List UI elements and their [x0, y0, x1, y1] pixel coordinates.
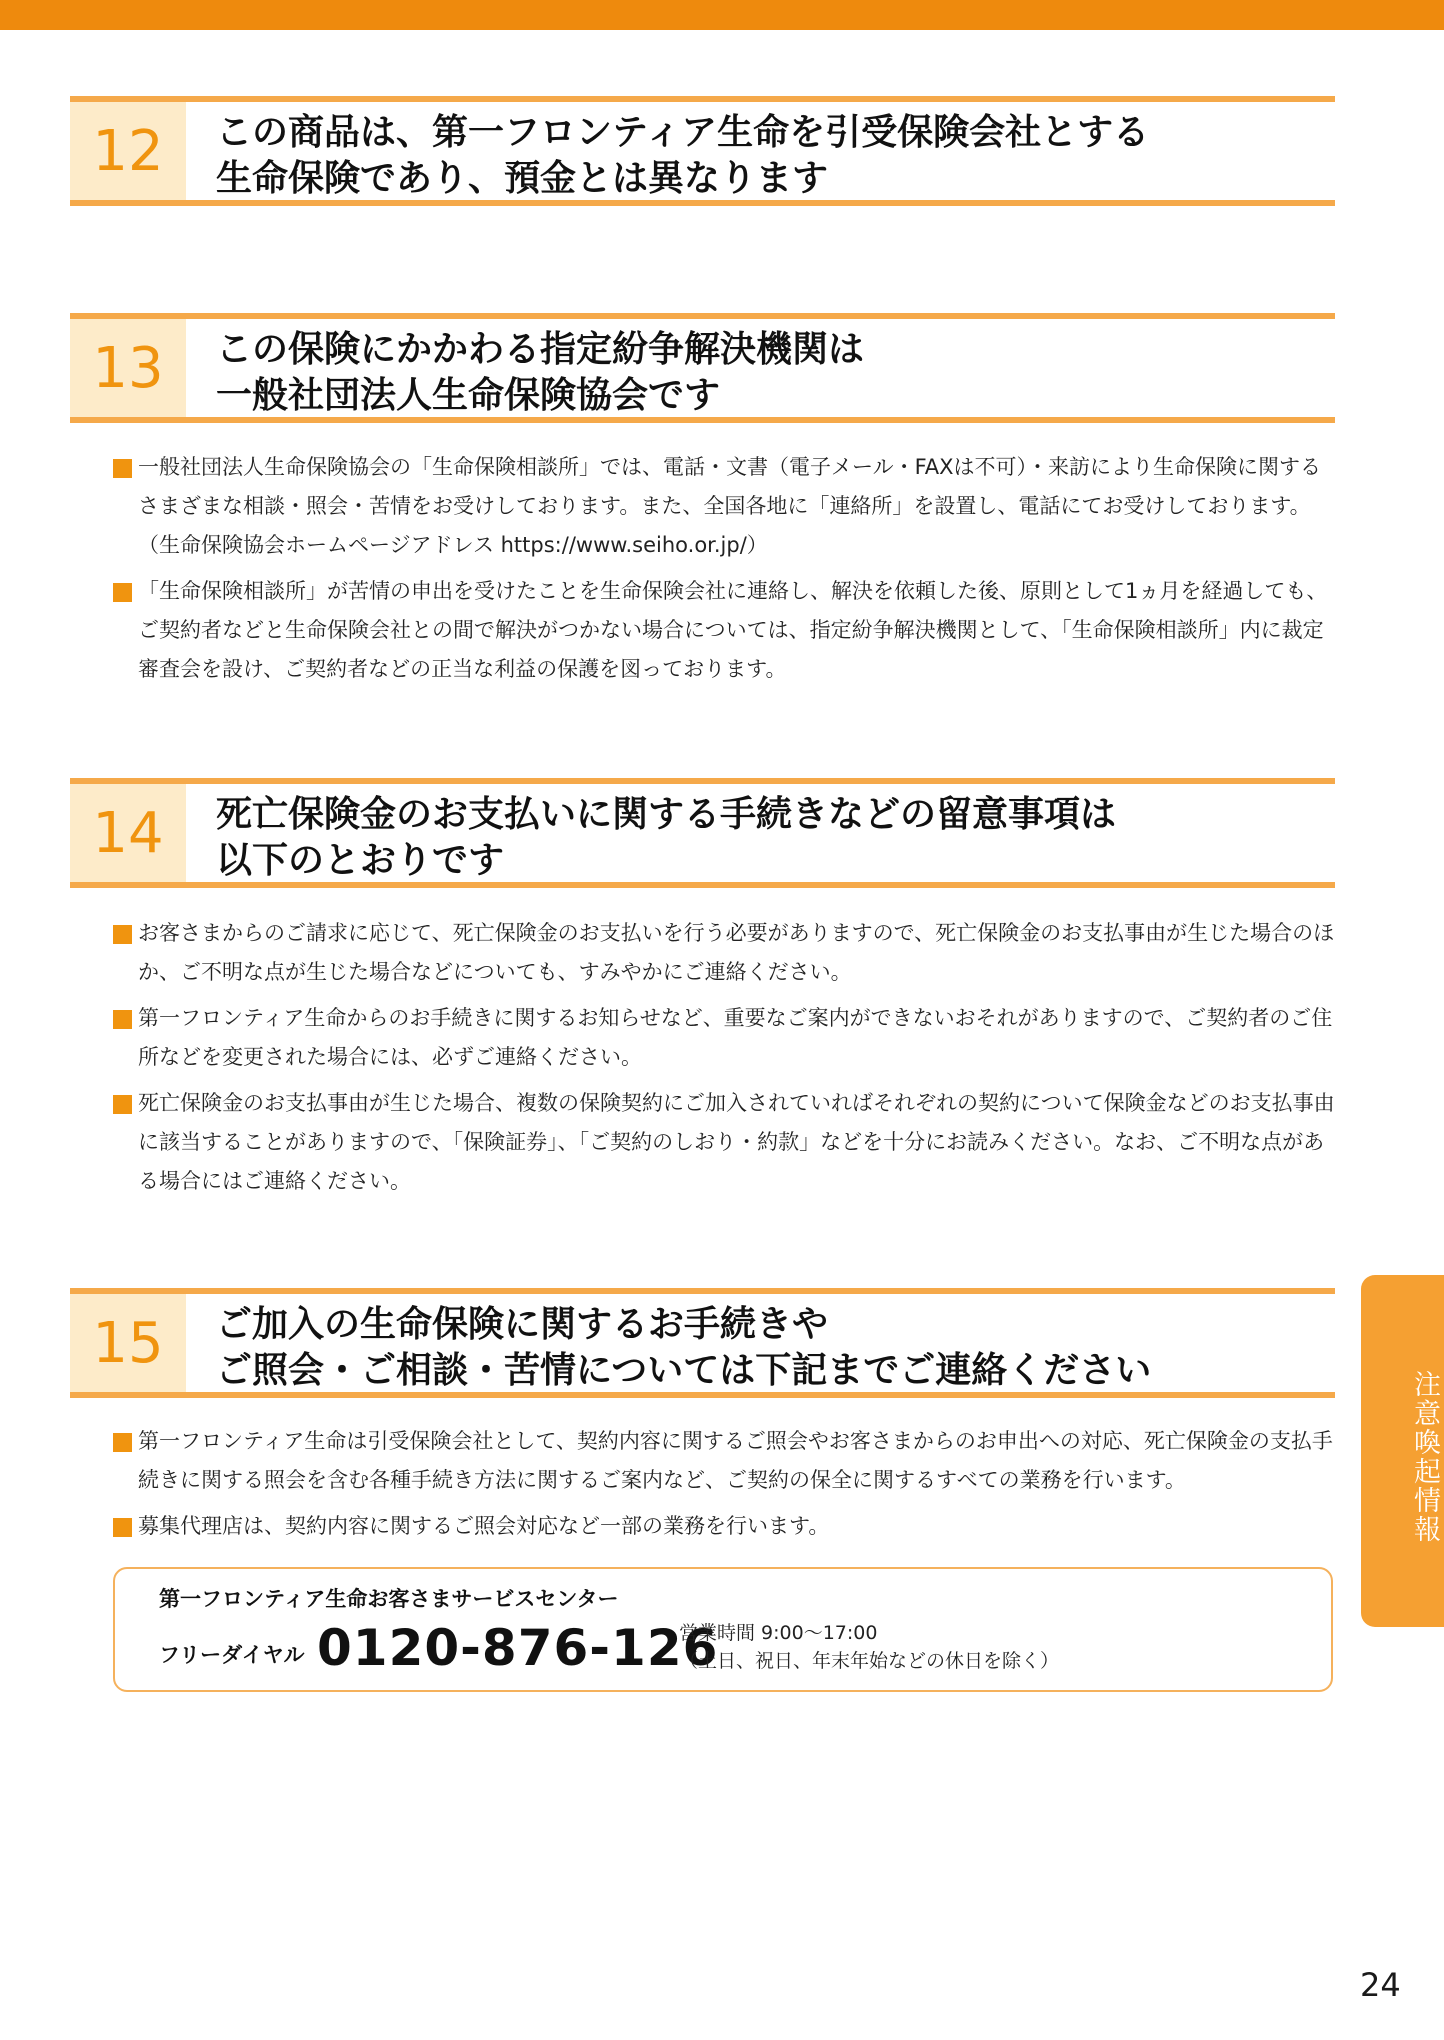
list-item: 第一フロンティア生命からのお手続きに関するお知らせなど、重要なご案内ができないおそれがありますので、ご契約者のご住所などを変更された場合には、必ずご連絡ください。 [113, 999, 1338, 1077]
section-heading: この商品は、第一フロンティア生命を引受保険会社とする 生命保険であり、預金とは異なります [216, 112, 1150, 199]
list-item: 「生命保険相談所」が苦情の申出を受けたことを生命保険会社に連絡し、解決を依頼した後、原則として1ヵ月を経過しても、ご契約者などと生命保険会社との間で解決がつかない場合については、指定紛争解決機関として、「生命保険相談所」内に裁定審査会を設け、ご契約者などの正当な利益の保護を図っております。 [113, 572, 1338, 689]
list-item: 募集代理店は、契約内容に関するご照会対応など一部の業務を行います。 [113, 1507, 1338, 1546]
side-tab-label: 注意喚起情報 [1409, 1370, 1440, 1544]
business-hours: 営業時間 9:00〜17:00 （土日、祝日、年末年始などの休日を除く） [679, 1622, 1060, 1672]
section-number: 14 [70, 784, 186, 882]
phone-number[interactable]: 0120-876-126 [317, 1619, 719, 1677]
list-item: お客さまからのご請求に応じて、死亡保険金のお支払いを行う必要がありますので、死亡保険金のお支払事由が生じた場合のほか、ご不明な点が生じた場合などについても、すみやかにご連絡ください。 [113, 914, 1338, 992]
service-center-name: 第一フロンティア生命お客さまサービスセンター [159, 1587, 619, 1611]
section-14-bullets [113, 914, 1338, 1208]
side-tab-caution-info[interactable] [1361, 1275, 1444, 1627]
section-14-header [70, 778, 1335, 888]
section-heading: ご加入の生命保険に関するお手続きや ご照会・ご相談・苦情については下記までご連絡ください [216, 1304, 1152, 1391]
section-heading: この保険にかかわる指定紛争解決機関は 一般社団法人生命保険協会です [216, 329, 865, 416]
contact-box [113, 1567, 1333, 1692]
section-15-bullets [113, 1422, 1338, 1553]
section-13-header [70, 313, 1335, 423]
section-number: 13 [70, 319, 186, 417]
section-12-header [70, 96, 1335, 206]
list-item: 一般社団法人生命保険協会の「生命保険相談所」では、電話・文書（電子メール・FAXは不可）・来訪により生命保険に関するさまざまな相談・照会・苦情をお受けしております。また、全国各地に「連絡所」を設置し、電話にてお受けしております。（生命保険協会ホームページアドレス https://www.seiho.or.jp/） [113, 448, 1338, 565]
list-item: 第一フロンティア生命は引受保険会社として、契約内容に関するご照会やお客さまからのお申出への対応、死亡保険金の支払手続きに関する照会を含む各種手続き方法に関するご案内など、ご契約の保全に関するすべての業務を行います。 [113, 1422, 1338, 1500]
free-dial-label: フリーダイヤル [159, 1643, 305, 1667]
section-heading: 死亡保険金のお支払いに関する手続きなどの留意事項は 以下のとおりです [216, 794, 1117, 881]
section-15-header [70, 1288, 1335, 1398]
top-accent-bar [0, 0, 1444, 30]
list-item: 死亡保険金のお支払事由が生じた場合、複数の保険契約にご加入されていればそれぞれの契約について保険金などのお支払事由に該当することがありますので、「保険証券」、「ご契約のしおり・約款」などを十分にお読みください。なお、ご不明な点がある場合にはご連絡ください。 [113, 1084, 1338, 1201]
section-13-bullets [113, 448, 1338, 696]
page-number: 24 [1360, 1966, 1401, 2004]
section-number: 15 [70, 1294, 186, 1392]
section-number: 12 [70, 102, 186, 200]
